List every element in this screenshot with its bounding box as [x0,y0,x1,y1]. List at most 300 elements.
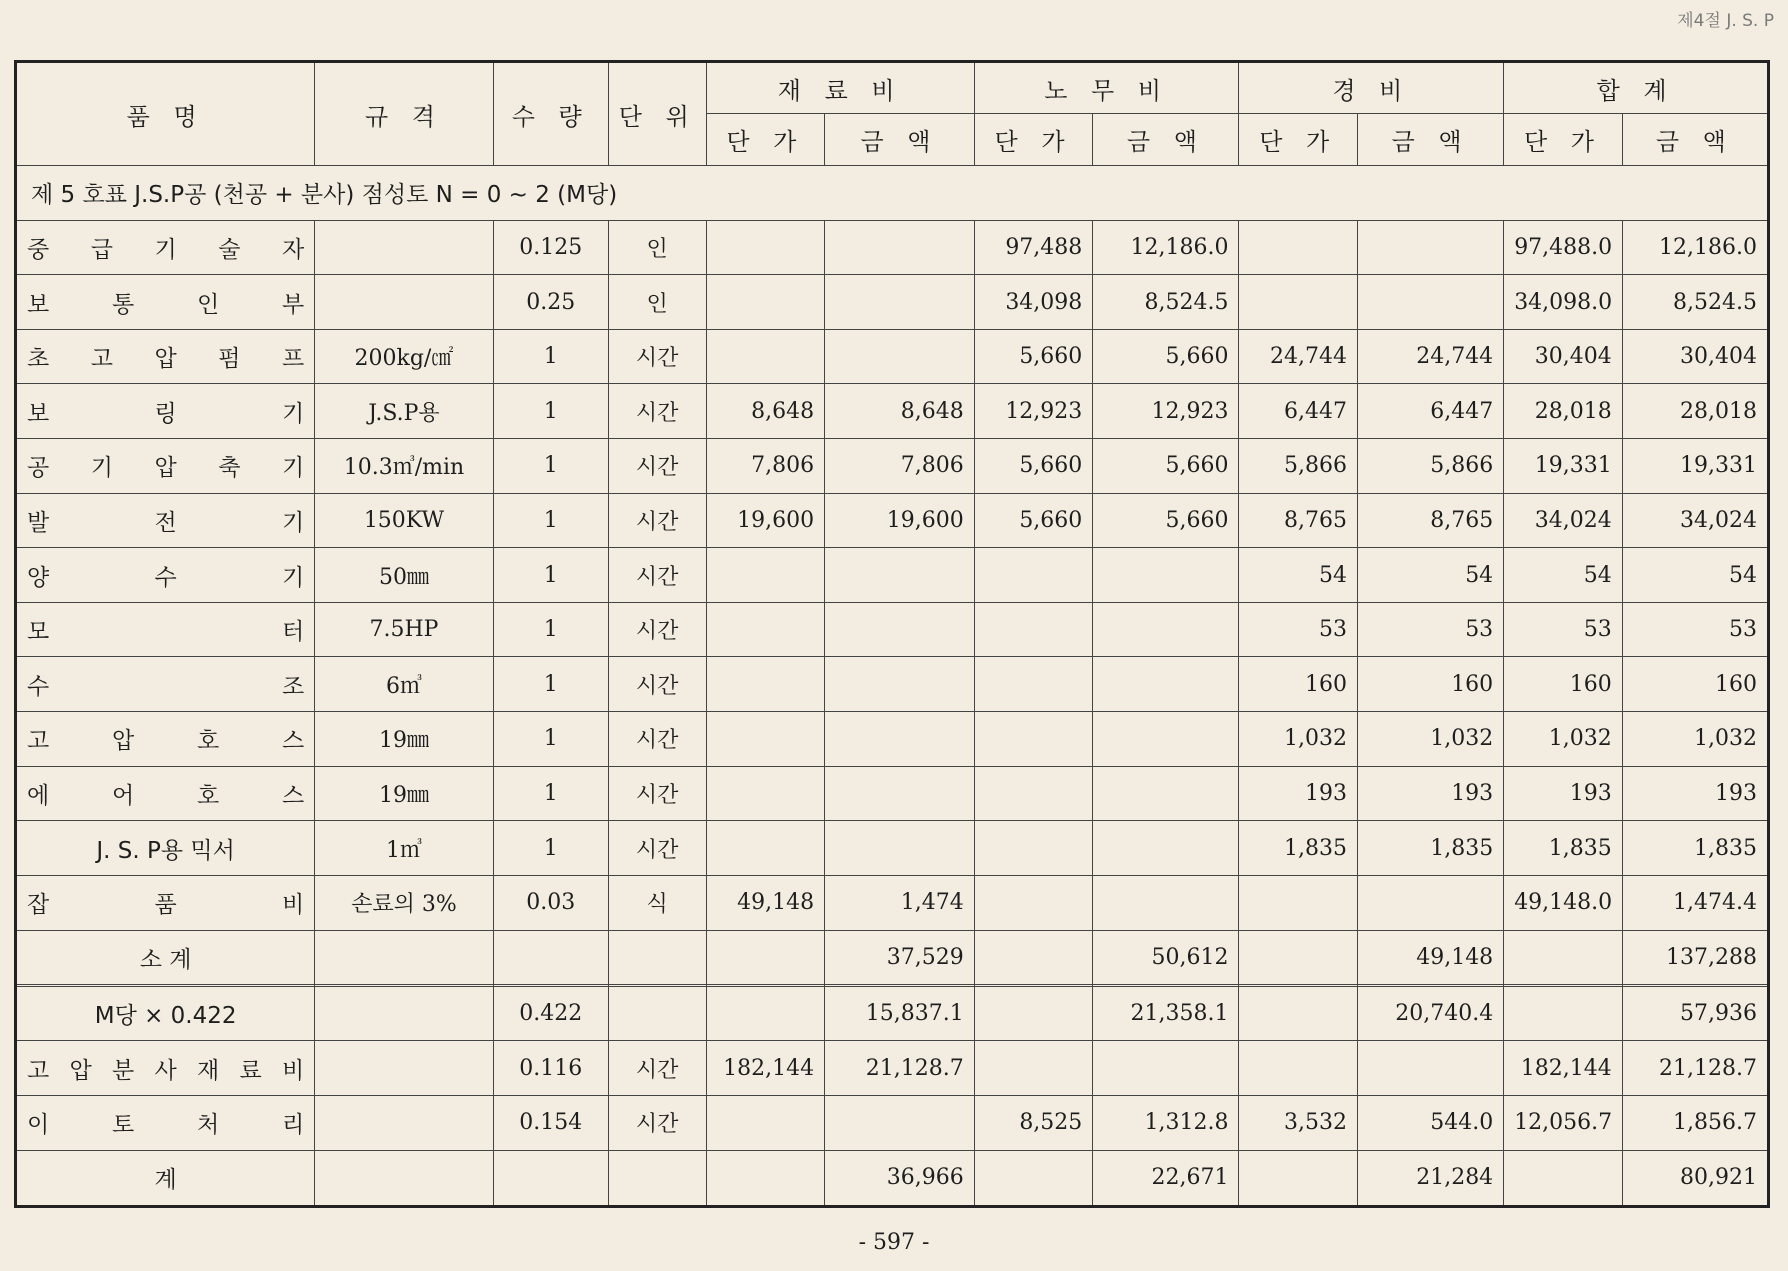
item-name-char: 토 [112,1112,135,1139]
material-amount: 15,837.1 [825,986,975,1041]
expense-amount: 8,765 [1358,493,1504,548]
material-unit-price: 19,600 [706,493,825,548]
labor-amount: 12,186.0 [1093,220,1239,275]
sub-header-amount: 금 액 [825,114,975,166]
labor-amount [1093,548,1239,603]
total-unit-price: 1,835 [1504,821,1623,876]
table-row [16,821,1769,876]
item-name-char: 사 [154,1057,177,1084]
total-unit-price: 182,144 [1504,1041,1623,1096]
item-name-char: 수 [27,673,50,700]
item-name-char: 고 [27,1057,50,1084]
header-row-top [16,62,1769,114]
qty-cell [493,1150,608,1206]
total-amount: 21,128.7 [1622,1041,1768,1096]
material-unit-price: 49,148 [706,875,825,930]
unit-cell: 시간 [608,766,706,821]
item-name-char: 스 [282,783,305,809]
qty-cell: 1 [493,602,608,657]
expense-unit-price: 1,835 [1239,821,1358,876]
total-amount: 54 [1622,548,1768,603]
unit-cell: 시간 [608,657,706,712]
table-row [16,930,1769,985]
total-unit-price: 34,098.0 [1504,275,1623,330]
material-amount [825,657,975,712]
qty-cell: 0.116 [493,1041,608,1096]
table-row [16,384,1769,439]
item-name-cell [16,1041,315,1096]
item-name-char: 통 [112,291,135,318]
labor-amount [1093,712,1239,767]
qty-cell: 0.422 [493,986,608,1041]
table-row [16,493,1769,548]
spec-cell [315,986,493,1041]
material-amount: 7,806 [825,439,975,494]
material-amount [825,602,975,657]
item-name-cell [16,602,315,657]
item-name-char: 기 [154,236,177,263]
material-amount: 37,529 [825,930,975,985]
material-unit-price [706,329,825,384]
total-amount: 28,018 [1622,384,1768,439]
total-unit-price: 193 [1504,766,1623,821]
material-unit-price [706,766,825,821]
item-name-char: 품 [154,892,177,919]
table-row [16,602,1769,657]
expense-unit-price: 1,032 [1239,712,1358,767]
item-name-cell [16,384,315,439]
labor-unit-price: 5,660 [974,439,1093,494]
labor-amount: 1,312.8 [1093,1095,1239,1150]
expense-amount: 53 [1358,602,1504,657]
labor-amount: 5,660 [1093,493,1239,548]
labor-unit-price [974,657,1093,712]
total-amount: 1,032 [1622,712,1768,767]
material-unit-price [706,712,825,767]
expense-amount [1358,275,1504,330]
item-name-cell: 계 [16,1150,315,1206]
table-row [16,220,1769,275]
unit-cell [608,1150,706,1206]
material-unit-price [706,986,825,1041]
material-unit-price [706,548,825,603]
labor-amount [1093,1041,1239,1096]
expense-unit-price [1239,275,1358,330]
labor-unit-price: 5,660 [974,329,1093,384]
qty-cell: 1 [493,821,608,876]
table-row [16,329,1769,384]
sub-header-unit-price: 단 가 [974,114,1093,166]
total-amount: 57,936 [1622,986,1768,1041]
total-amount: 12,186.0 [1622,220,1768,275]
item-name-char: 터 [282,619,305,646]
expense-amount: 6,447 [1358,384,1504,439]
qty-cell: 1 [493,493,608,548]
item-name-cell [16,275,315,330]
total-unit-price [1504,986,1623,1041]
item-name-char: 압 [112,728,135,755]
chapter-header: 제4절 J. S. P [1677,11,1774,31]
material-unit-price: 8,648 [706,384,825,439]
material-unit-price [706,1150,825,1206]
total-amount: 80,921 [1622,1150,1768,1206]
qty-cell: 0.25 [493,275,608,330]
item-name-char: 발 [27,509,50,536]
unit-cell: 시간 [608,548,706,603]
expense-amount: 20,740.4 [1358,986,1504,1041]
spec-cell [315,220,493,275]
labor-unit-price [974,602,1093,657]
material-amount [825,821,975,876]
item-name-char: 모 [27,619,50,646]
item-name-cell [16,220,315,275]
total-amount: 8,524.5 [1622,275,1768,330]
unit-cell [608,930,706,985]
spec-cell [315,1150,493,1206]
total-unit-price: 28,018 [1504,384,1623,439]
labor-amount [1093,875,1239,930]
material-amount: 21,128.7 [825,1041,975,1096]
expense-amount [1358,220,1504,275]
table-row [16,657,1769,712]
total-unit-price: 49,148.0 [1504,875,1623,930]
spec-cell: 7.5HP [315,602,493,657]
qty-cell [493,930,608,985]
spec-cell [315,1041,493,1096]
item-name-char: 수 [154,564,177,591]
labor-amount [1093,657,1239,712]
labor-unit-price: 12,923 [974,384,1093,439]
item-name-char: 스 [282,728,305,755]
material-amount: 19,600 [825,493,975,548]
sub-header-unit-price: 단 가 [706,114,825,166]
labor-amount: 5,660 [1093,329,1239,384]
cost-breakdown-table [14,60,1770,1208]
total-amount: 1,856.7 [1622,1095,1768,1150]
labor-unit-price: 34,098 [974,275,1093,330]
sub-header-unit-price: 단 가 [1239,114,1358,166]
total-amount: 30,404 [1622,329,1768,384]
spec-cell: 10.3㎥/min [315,439,493,494]
material-unit-price [706,657,825,712]
item-name-cell [16,1095,315,1150]
expense-amount: 54 [1358,548,1504,603]
col-header-item: 품 명 [16,62,315,166]
labor-unit-price [974,930,1093,985]
qty-cell: 0.154 [493,1095,608,1150]
labor-amount: 22,671 [1093,1150,1239,1206]
qty-cell: 1 [493,657,608,712]
item-name-char: 보 [27,291,50,318]
item-name-cell [16,329,315,384]
total-unit-price [1504,1150,1623,1206]
qty-cell: 1 [493,548,608,603]
unit-cell: 시간 [608,384,706,439]
col-header-spec: 규 격 [315,62,493,166]
item-name-char: 부 [282,291,305,318]
col-header-expense: 경 비 [1239,62,1504,114]
expense-amount: 1,835 [1358,821,1504,876]
item-name-char: 잡 [27,892,50,919]
material-amount: 1,474 [825,875,975,930]
expense-amount: 21,284 [1358,1150,1504,1206]
item-name-cell [16,439,315,494]
material-amount: 36,966 [825,1150,975,1206]
labor-unit-price: 5,660 [974,493,1093,548]
table-row [16,986,1769,1041]
item-name-char: 기 [282,400,305,427]
item-name-char: 중 [27,236,50,263]
material-amount [825,1095,975,1150]
expense-unit-price: 8,765 [1239,493,1358,548]
table-row [16,1150,1769,1206]
item-name-char: 료 [239,1057,262,1084]
sub-header-unit-price: 단 가 [1504,114,1623,166]
total-amount: 34,024 [1622,493,1768,548]
col-header-qty: 수 량 [493,62,608,166]
expense-unit-price [1239,220,1358,275]
item-name-char: 술 [218,236,241,263]
unit-cell: 시간 [608,493,706,548]
table-row [16,712,1769,767]
item-name-char: 고 [90,346,113,373]
expense-unit-price: 6,447 [1239,384,1358,439]
material-amount [825,548,975,603]
item-name-char: 어 [112,783,135,809]
spec-cell: 19㎜ [315,766,493,821]
item-name-char: 비 [282,892,305,919]
item-name-char: 분 [112,1057,135,1084]
col-header-material: 재 료 비 [706,62,974,114]
expense-unit-price [1239,875,1358,930]
item-name-char: 인 [197,291,220,318]
item-name-char: 기 [282,564,305,591]
table-row [16,548,1769,603]
expense-amount [1358,875,1504,930]
sub-header-amount: 금 액 [1093,114,1239,166]
table-row [16,875,1769,930]
item-name-cell: J. S. P용 믹서 [16,821,315,876]
material-unit-price: 7,806 [706,439,825,494]
item-name-char: 펌 [218,346,241,373]
labor-amount: 21,358.1 [1093,986,1239,1041]
labor-unit-price [974,1150,1093,1206]
item-name-char: 처 [197,1112,220,1139]
total-unit-price [1504,930,1623,985]
expense-unit-price: 160 [1239,657,1358,712]
item-name-char: 이 [27,1112,50,1139]
unit-cell: 시간 [608,602,706,657]
material-unit-price [706,821,825,876]
item-name-char: 호 [197,783,220,809]
item-name-char: 링 [154,400,177,427]
material-amount [825,220,975,275]
expense-unit-price: 54 [1239,548,1358,603]
expense-amount: 160 [1358,657,1504,712]
sub-header-amount: 금 액 [1358,114,1504,166]
expense-unit-price: 5,866 [1239,439,1358,494]
unit-cell: 시간 [608,329,706,384]
material-unit-price [706,602,825,657]
page-number: - 597 - [858,1230,930,1255]
total-unit-price: 97,488.0 [1504,220,1623,275]
expense-unit-price [1239,986,1358,1041]
item-name-char: 축 [218,455,241,482]
labor-amount: 5,660 [1093,439,1239,494]
labor-unit-price [974,986,1093,1041]
expense-amount: 1,032 [1358,712,1504,767]
total-unit-price: 160 [1504,657,1623,712]
spec-cell: 1㎥ [315,821,493,876]
item-name-char: 압 [69,1057,92,1084]
material-amount [825,712,975,767]
total-amount: 19,331 [1622,439,1768,494]
expense-amount: 544.0 [1358,1095,1504,1150]
col-header-labor: 노 무 비 [974,62,1239,114]
expense-amount [1358,1041,1504,1096]
spec-cell [315,930,493,985]
qty-cell: 1 [493,329,608,384]
item-name-char: 압 [154,455,177,482]
item-name-char: 공 [27,455,50,482]
total-amount: 1,835 [1622,821,1768,876]
spec-cell: J.S.P용 [315,384,493,439]
sub-header-amount: 금 액 [1622,114,1768,166]
item-name-char: 보 [27,400,50,427]
item-name-char: 자 [282,236,305,263]
item-name-cell: 소 계 [16,930,315,985]
qty-cell: 1 [493,439,608,494]
item-name-char: 프 [282,346,305,373]
total-amount: 160 [1622,657,1768,712]
labor-amount: 12,923 [1093,384,1239,439]
table-body [16,166,1769,1207]
item-name-char: 전 [154,509,177,536]
spec-cell: 6㎥ [315,657,493,712]
material-amount [825,766,975,821]
unit-cell [608,986,706,1041]
item-name-char: 재 [197,1057,220,1084]
qty-cell: 1 [493,766,608,821]
item-name-char: 호 [197,728,220,755]
material-unit-price [706,275,825,330]
spec-cell: 19㎜ [315,712,493,767]
item-name-char: 양 [27,564,50,591]
labor-unit-price [974,766,1093,821]
unit-cell: 인 [608,220,706,275]
item-name-char: 압 [154,346,177,373]
item-name-char: 급 [90,236,113,263]
expense-amount: 5,866 [1358,439,1504,494]
qty-cell: 1 [493,712,608,767]
labor-unit-price: 8,525 [974,1095,1093,1150]
expense-unit-price [1239,1150,1358,1206]
cost-table-wrapper [14,60,1770,1208]
section-title: 제 5 호표 J.S.P공 (천공 + 분사) 점성토 N = 0 ~ 2 (M당) [16,166,1769,221]
total-amount: 137,288 [1622,930,1768,985]
unit-cell: 시간 [608,1095,706,1150]
table-row [16,1095,1769,1150]
material-unit-price [706,1095,825,1150]
item-name-char: 기 [90,455,113,482]
total-amount: 1,474.4 [1622,875,1768,930]
material-amount [825,329,975,384]
labor-unit-price [974,821,1093,876]
labor-unit-price: 97,488 [974,220,1093,275]
unit-cell: 식 [608,875,706,930]
material-unit-price [706,220,825,275]
unit-cell: 인 [608,275,706,330]
labor-unit-price [974,712,1093,767]
total-unit-price: 53 [1504,602,1623,657]
material-amount [825,275,975,330]
item-name-cell [16,493,315,548]
expense-unit-price [1239,1041,1358,1096]
spec-cell: 150KW [315,493,493,548]
item-name-char: 초 [27,346,50,373]
unit-cell: 시간 [608,821,706,876]
unit-cell: 시간 [608,1041,706,1096]
expense-amount: 49,148 [1358,930,1504,985]
labor-amount [1093,602,1239,657]
item-name-cell [16,766,315,821]
expense-amount: 24,744 [1358,329,1504,384]
qty-cell: 0.03 [493,875,608,930]
material-amount: 8,648 [825,384,975,439]
item-name-cell [16,712,315,767]
material-unit-price: 182,144 [706,1041,825,1096]
spec-cell: 200kg/㎠ [315,329,493,384]
spec-cell: 손료의 3% [315,875,493,930]
labor-amount: 50,612 [1093,930,1239,985]
labor-unit-price [974,1041,1093,1096]
item-name-cell [16,548,315,603]
total-unit-price: 19,331 [1504,439,1623,494]
total-amount: 193 [1622,766,1768,821]
qty-cell: 1 [493,384,608,439]
total-unit-price: 34,024 [1504,493,1623,548]
section-title-row [16,166,1769,221]
item-name-char: 리 [282,1112,305,1139]
table-row [16,275,1769,330]
table-row [16,439,1769,494]
item-name-char: 에 [27,783,50,809]
table-row [16,766,1769,821]
expense-amount: 193 [1358,766,1504,821]
total-unit-price: 54 [1504,548,1623,603]
item-name-char: 조 [282,673,305,700]
unit-cell: 시간 [608,439,706,494]
col-header-total: 합 계 [1504,62,1769,114]
item-name-cell [16,875,315,930]
item-name-char: 비 [282,1057,305,1084]
expense-unit-price [1239,930,1358,985]
item-name-cell: M당 × 0.422 [16,986,315,1041]
total-unit-price: 1,032 [1504,712,1623,767]
expense-unit-price: 53 [1239,602,1358,657]
col-header-unit: 단 위 [608,62,706,166]
spec-cell: 50㎜ [315,548,493,603]
labor-unit-price [974,548,1093,603]
material-unit-price [706,930,825,985]
item-name-char: 고 [27,728,50,755]
labor-amount: 8,524.5 [1093,275,1239,330]
table-row [16,1041,1769,1096]
item-name-cell [16,657,315,712]
labor-amount [1093,766,1239,821]
total-amount: 53 [1622,602,1768,657]
expense-unit-price: 3,532 [1239,1095,1358,1150]
